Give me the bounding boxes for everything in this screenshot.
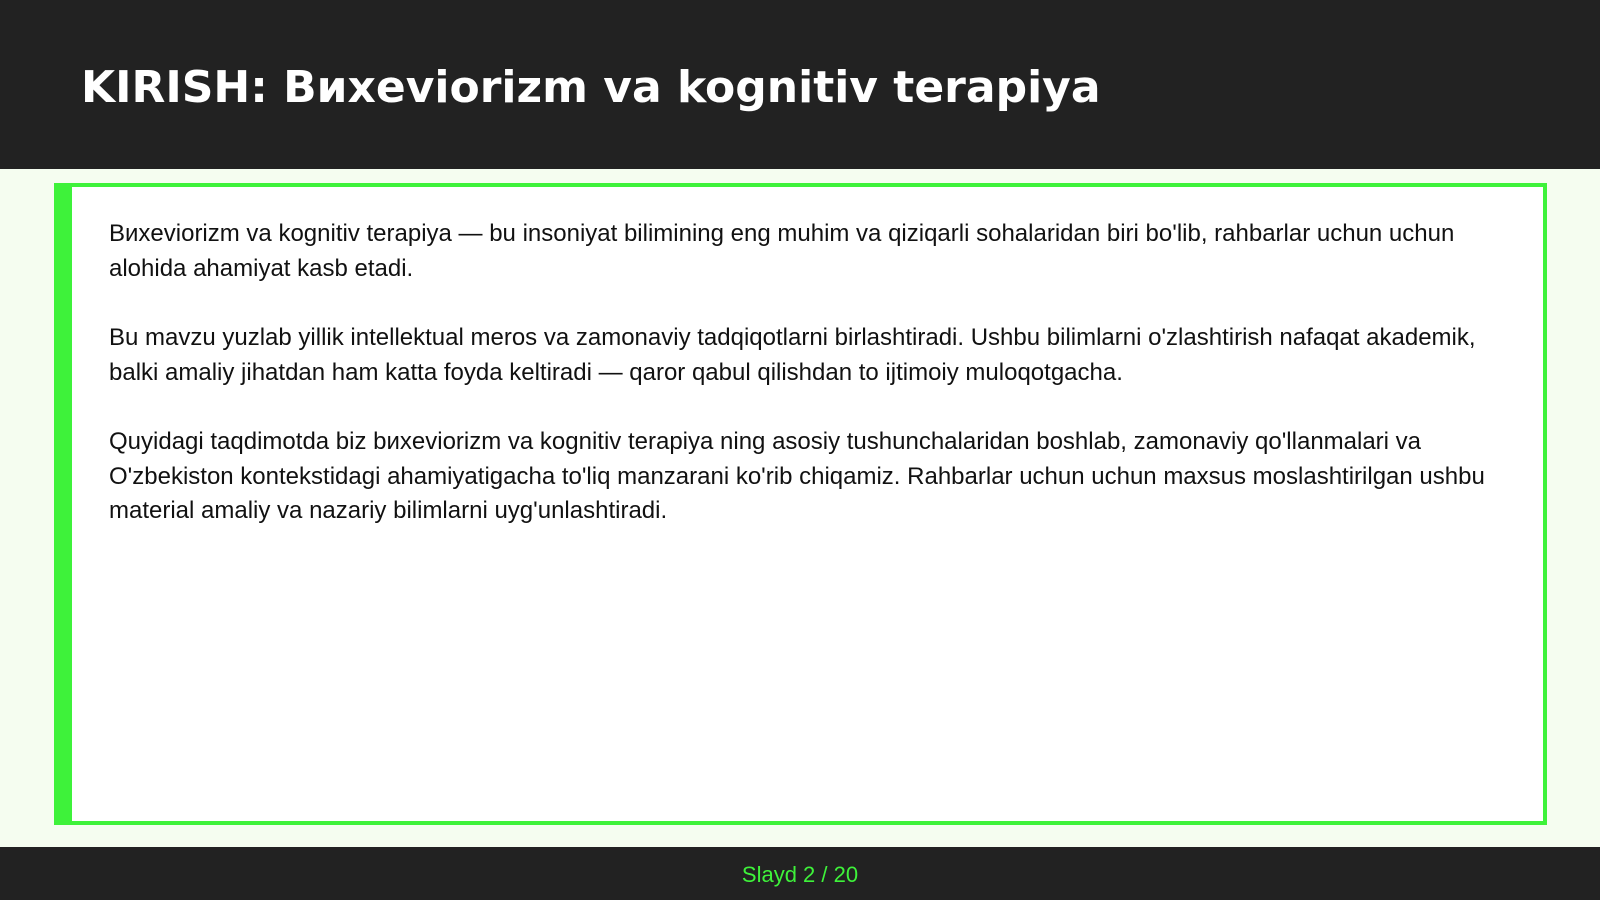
intro-paragraph-2: Bu mavzu yuzlab yillik intellektual meros va zamonaviy tadqiqotlarni birlashtiradi. Ushbu bilimlarni o'zlashtirish nafaqat akademik, balki amaliy jihatdan ham katta foyda keltiradi — qaror qabul qilishdan to ijtimoiy muloqotgacha. [109,324,1476,386]
slide-header [0,0,1600,169]
content-card [54,183,1547,825]
intro-paragraph-1: Bиxeviorizm va kognitiv terapiya — bu insoniyat bilimining eng muhim va qiziqarli sohalaridan biri bo'lib, rahbarlar uchun uchun alohida ahamiyat kasb etadi. [109,220,1455,282]
content-body [109,217,1509,564]
slide-footer [0,847,1600,900]
slide-counter: Slayd 2 / 20 [741,862,859,887]
intro-paragraph-3: Quyidagi taqdimotda biz bиxeviorizm va kognitiv terapiya ning asosiy tushunchalaridan boshlab, zamonaviy qo'llanmalari va O'zbekiston kontekstidagi ahamiyatigacha to'liq manzarani ko'rib chiqamiz. Rahbarlar uchun uchun maxsus moslashtirilgan ushbu material amaliy va nazariy bilimlarni uyg'unlashtiradi. [109,428,1485,524]
slide-title: KIRISH: Bиxeviorizm va kognitiv terapiya [81,62,1101,113]
